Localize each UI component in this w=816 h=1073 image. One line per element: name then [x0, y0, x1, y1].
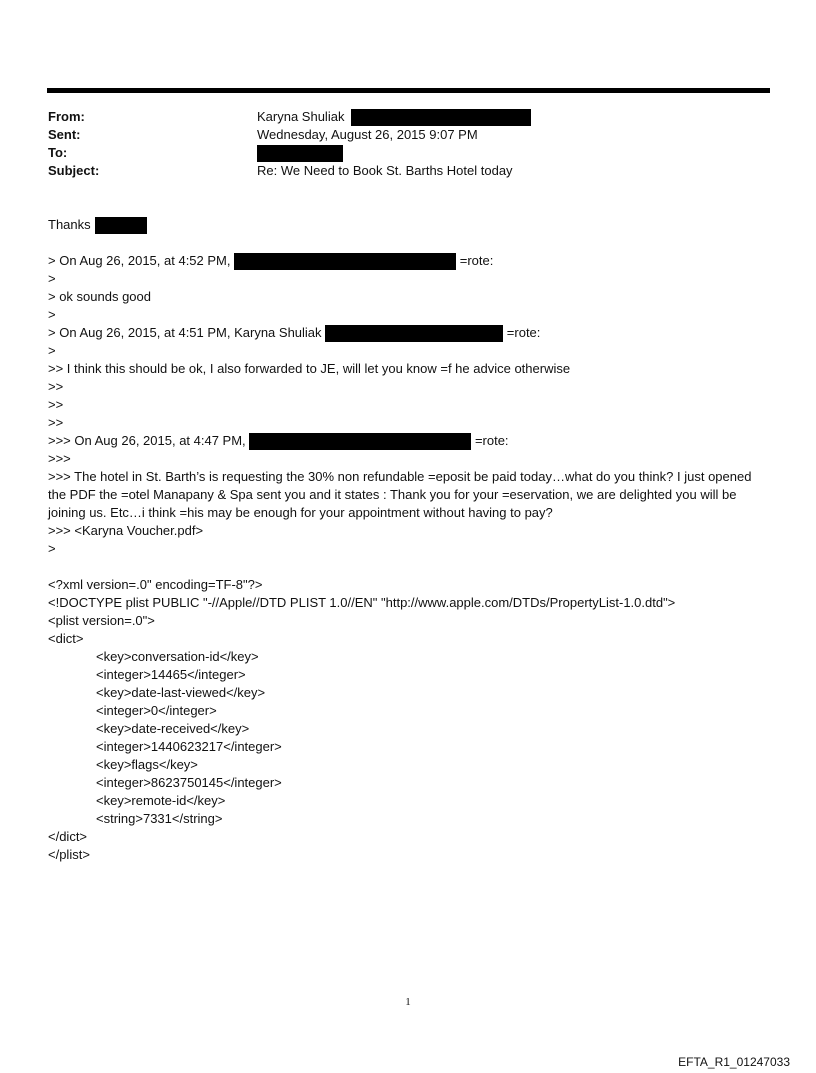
- quote-header-text: >>> On Aug 26, 2015, at 4:47 PM,: [48, 433, 246, 448]
- plist-line: <string>7331</string>: [96, 811, 223, 826]
- quote-header-text: > On Aug 26, 2015, at 4:51 PM, Karyna Shuliak: [48, 325, 322, 340]
- to-row: [48, 144, 67, 162]
- quote-header-text: > On Aug 26, 2015, at 4:52 PM,: [48, 253, 231, 268]
- forward-line: >> I think this should be ok, I also forwarded to JE, will let you know =f he advice otherwise: [48, 361, 571, 376]
- subject-row: [48, 162, 99, 180]
- document-id: EFTA_R1_01247033: [678, 1055, 790, 1069]
- quote-marker: >>>: [48, 451, 71, 466]
- sent-value: Wednesday, August 26, 2015 9:07 PM: [257, 127, 478, 142]
- to-value: [257, 144, 343, 162]
- plist-line: <!DOCTYPE plist PUBLIC "-//Apple//DTD PLIST 1.0//EN" "http://www.apple.com/DTDs/PropertyList-1.0.dtd">: [48, 595, 676, 610]
- plist-line: <key>date-received</key>: [96, 721, 250, 736]
- redaction-box: [325, 325, 503, 342]
- quote-line-1: [48, 252, 493, 270]
- plist-line: <key>flags</key>: [96, 757, 198, 772]
- plist-line: <plist version=.0">: [48, 613, 155, 628]
- plist-line: <integer>0</integer>: [96, 703, 217, 718]
- redaction-box: [249, 433, 471, 450]
- subject-value: Re: We Need to Book St. Barths Hotel today: [257, 163, 513, 178]
- page-number: 1: [405, 996, 411, 1008]
- from-label: From:: [48, 109, 85, 124]
- quote-wrote-text: =rote:: [474, 433, 509, 448]
- redaction-box: [234, 253, 456, 270]
- redaction-box: [95, 217, 147, 234]
- plist-line: </plist>: [48, 847, 90, 862]
- attachment-line: >>> <Karyna Voucher.pdf>: [48, 523, 204, 538]
- quote-marker: >: [48, 307, 56, 322]
- plist-line: <key>date-last-viewed</key>: [96, 685, 266, 700]
- header-rule: [47, 88, 770, 93]
- to-label: To:: [48, 145, 68, 160]
- from-row: [48, 108, 85, 126]
- plist-line: <?xml version=.0" encoding=TF-8"?>: [48, 577, 263, 592]
- redaction-box: [257, 145, 343, 162]
- quote-wrote-text: =rote:: [506, 325, 541, 340]
- quote-marker: >: [48, 271, 56, 286]
- plist-line: </dict>: [48, 829, 88, 844]
- thanks-text: Thanks: [48, 217, 91, 232]
- quote-marker: >>: [48, 379, 64, 394]
- thanks-line: [48, 216, 147, 234]
- from-name: Karyna Shuliak: [257, 109, 345, 124]
- ok-line: > ok sounds good: [48, 289, 151, 304]
- plist-line: <key>remote-id</key>: [96, 793, 226, 808]
- hotel-paragraph: >>> The hotel in St. Barth’s is requesting the 30% non refundable =eposit be paid today…what do you think? I just opened the PDF the =otel Manapany & Spa sent you and it states : Thank you for your =eservation, we are delighted you will be joining us. Etc…i think =his may be enough for your appointment without having to pay?: [48, 469, 752, 520]
- redaction-box: [351, 109, 531, 126]
- quote-marker: >: [48, 343, 56, 358]
- subject-label: Subject:: [48, 163, 100, 178]
- sent-row: [48, 126, 81, 144]
- quote-line-3: [48, 432, 509, 450]
- plist-line: <integer>8623750145</integer>: [96, 775, 282, 790]
- quote-line-2: [48, 324, 540, 342]
- quote-marker: >>: [48, 397, 64, 412]
- from-value: [257, 108, 531, 126]
- plist-line: <dict>: [48, 631, 84, 646]
- quote-marker: >: [48, 541, 56, 556]
- plist-line: <integer>14465</integer>: [96, 667, 246, 682]
- sent-label: Sent:: [48, 127, 81, 142]
- plist-line: <key>conversation-id</key>: [96, 649, 259, 664]
- plist-line: <integer>1440623217</integer>: [96, 739, 282, 754]
- quote-wrote-text: =rote:: [459, 253, 494, 268]
- quote-marker: >>: [48, 415, 64, 430]
